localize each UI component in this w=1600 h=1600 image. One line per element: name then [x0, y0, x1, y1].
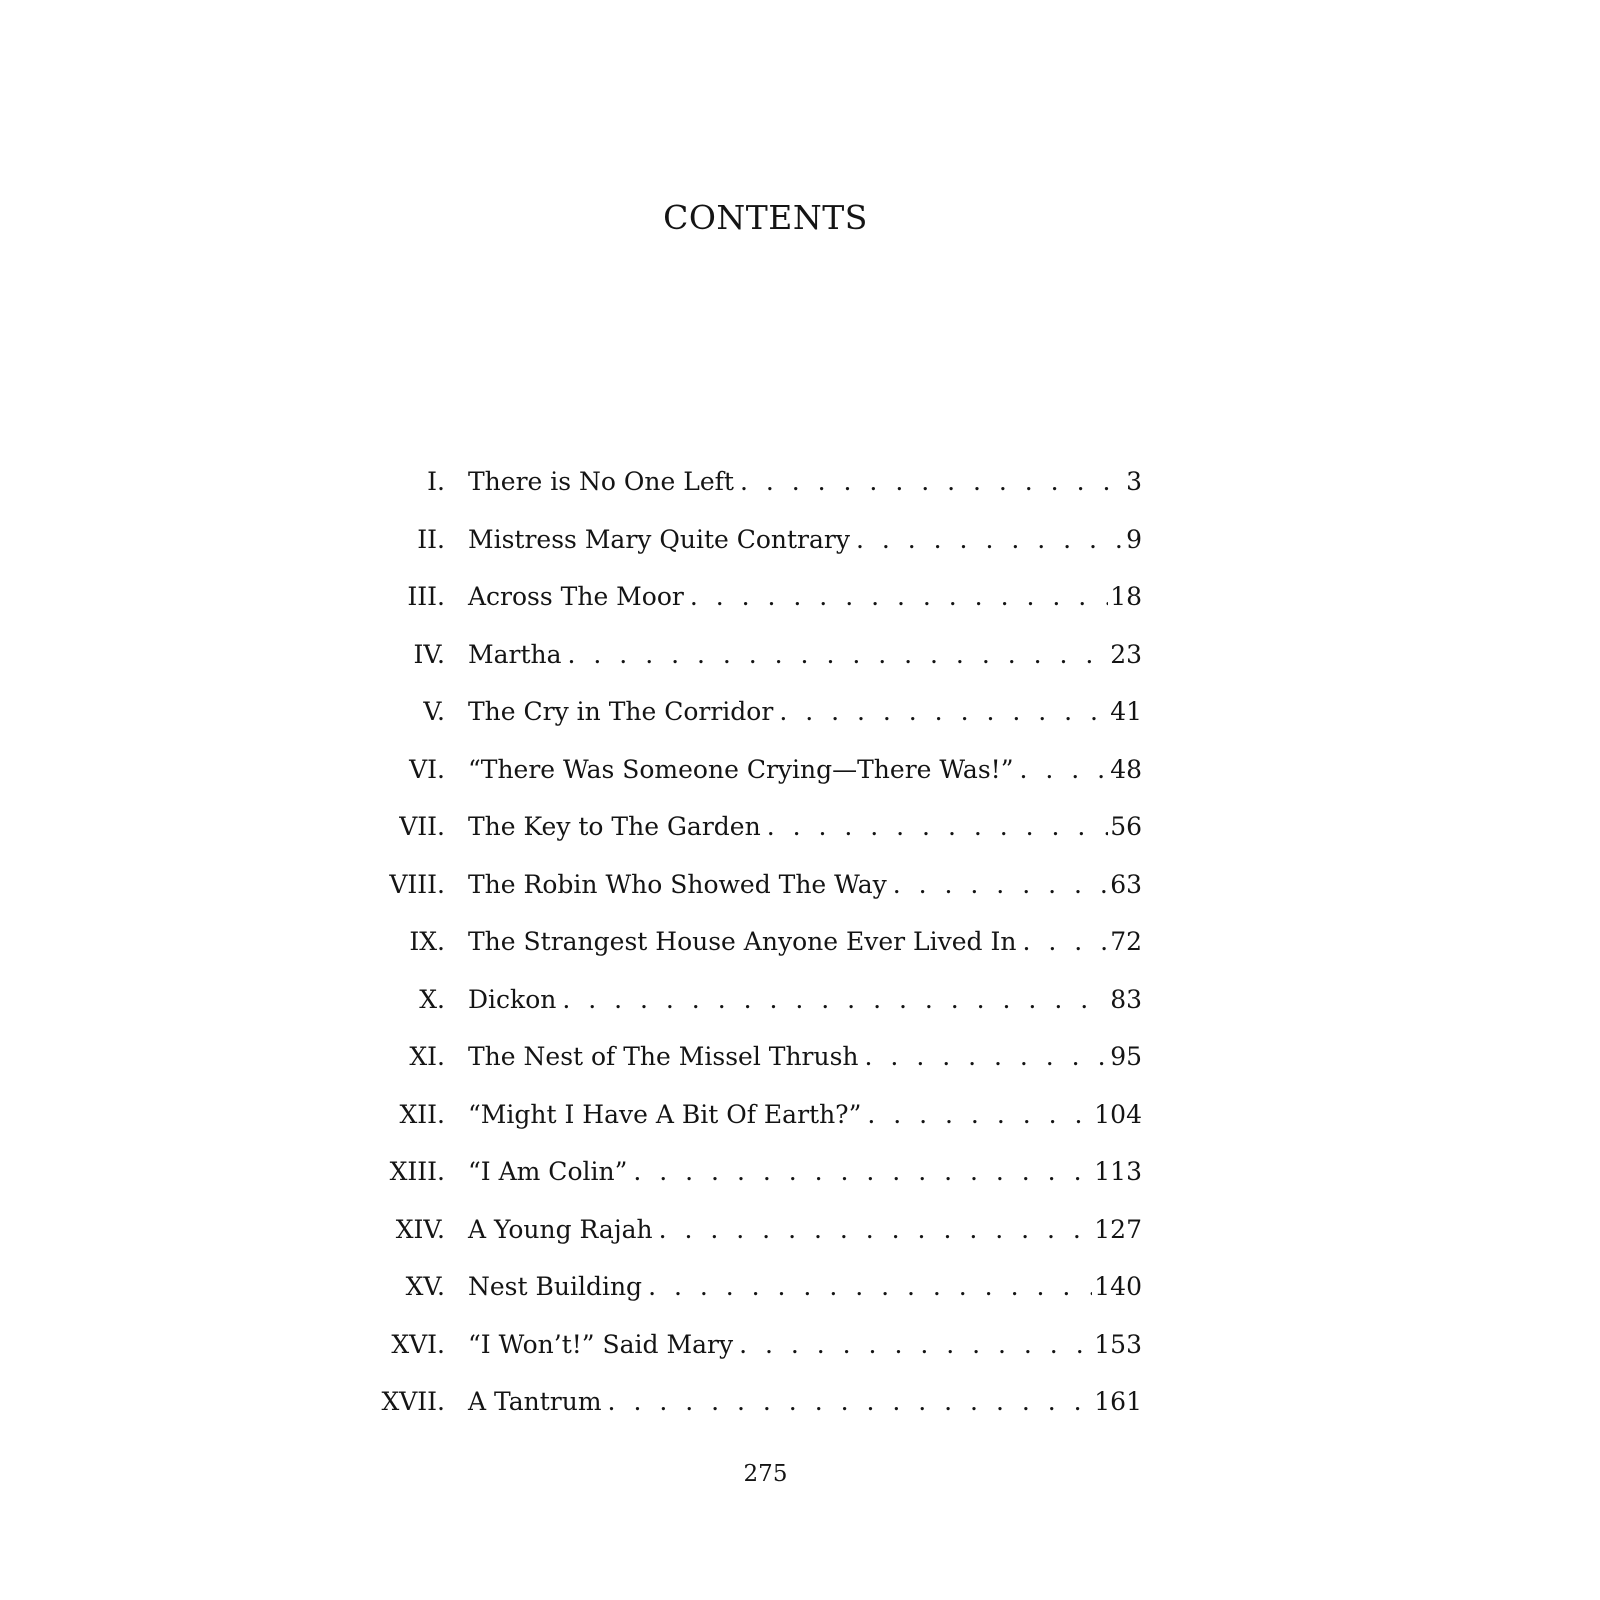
- chapter-page-number: 23: [1110, 639, 1142, 669]
- toc-entry: [0, 693, 1600, 751]
- chapter-title: Across The Moor: [468, 582, 684, 611]
- chapter-entry: [468, 693, 1142, 731]
- page-title: CONTENTS: [663, 198, 868, 237]
- toc-entry: [0, 578, 1600, 636]
- dot-leader: [767, 808, 1109, 846]
- chapter-entry: [468, 1211, 1142, 1249]
- chapter-title: Martha: [468, 639, 562, 669]
- chapter-page-number: 95: [1110, 1042, 1142, 1071]
- toc-entry: [0, 636, 1600, 694]
- chapter-page-number: 18: [1110, 582, 1142, 611]
- dot-leader: [893, 866, 1108, 904]
- page-number: 275: [743, 1461, 788, 1487]
- chapter-page-number: 83: [1110, 984, 1142, 1014]
- chapter-entry: [468, 521, 1142, 559]
- toc-entry: [0, 1383, 1600, 1441]
- chapter-entry: [468, 1326, 1142, 1364]
- chapter-title: “Might I Have A Bit Of Earth?”: [468, 1099, 862, 1129]
- chapter-title: A Tantrum: [468, 1387, 602, 1416]
- chapter-entry: [468, 1096, 1142, 1134]
- chapter-title: Dickon: [468, 984, 557, 1014]
- dot-leader: [690, 578, 1108, 616]
- chapter-title: “I Am Colin”: [468, 1157, 628, 1186]
- chapter-number: XI.: [409, 1042, 445, 1071]
- chapter-number: XVII.: [381, 1387, 445, 1416]
- toc-entry: [0, 521, 1600, 579]
- chapter-title: Nest Building: [468, 1272, 643, 1301]
- dot-leader: [867, 1096, 1092, 1134]
- chapter-number: XIV.: [395, 1214, 445, 1244]
- toc-entry: [0, 1153, 1600, 1211]
- dot-leader: [633, 1153, 1092, 1191]
- toc-entry: [0, 1326, 1600, 1384]
- chapter-page-number: 3: [1126, 467, 1142, 496]
- toc-entry: [0, 751, 1600, 809]
- dot-leader: [648, 1268, 1092, 1306]
- chapter-page-number: 9: [1126, 524, 1142, 554]
- chapter-entry: [468, 1383, 1142, 1421]
- chapter-number: VIII.: [389, 869, 445, 899]
- toc-entry: [0, 1268, 1600, 1326]
- toc-entry: [0, 866, 1600, 924]
- chapter-page-number: 63: [1110, 869, 1142, 899]
- toc-entry: [0, 1096, 1600, 1154]
- chapter-entry: [468, 1038, 1142, 1076]
- chapter-title: The Key to The Garden: [468, 812, 761, 841]
- chapter-number: VI.: [409, 754, 445, 784]
- chapter-page-number: 48: [1110, 754, 1142, 784]
- dot-leader: [740, 463, 1124, 501]
- chapter-number: I.: [427, 467, 445, 496]
- dot-leader: [568, 636, 1109, 674]
- toc-entry: [0, 981, 1600, 1039]
- chapter-page-number: 113: [1094, 1157, 1142, 1186]
- toc-entry: [0, 1211, 1600, 1269]
- toc-entry: [0, 808, 1600, 866]
- chapter-page-number: 72: [1110, 927, 1142, 956]
- chapter-number: X.: [419, 984, 445, 1014]
- dot-leader: [1022, 923, 1108, 961]
- chapter-number: V.: [423, 697, 445, 726]
- chapter-page-number: 104: [1094, 1099, 1142, 1129]
- chapter-number: III.: [407, 582, 445, 611]
- toc-entry: [0, 923, 1600, 981]
- dot-leader: [1019, 751, 1108, 789]
- dot-leader: [856, 521, 1124, 559]
- chapter-entry: [468, 463, 1142, 501]
- chapter-number: VII.: [399, 812, 445, 841]
- chapter-title: There is No One Left: [468, 467, 734, 496]
- chapter-page-number: 153: [1094, 1329, 1142, 1359]
- chapter-entry: [468, 923, 1142, 961]
- chapter-entry: [468, 866, 1142, 904]
- chapter-page-number: 161: [1094, 1387, 1142, 1416]
- chapter-title: The Strangest House Anyone Ever Lived In: [468, 927, 1017, 956]
- dot-leader: [608, 1383, 1093, 1421]
- dot-leader: [779, 693, 1108, 731]
- chapter-entry: [468, 808, 1142, 846]
- dot-leader: [659, 1211, 1093, 1249]
- chapter-number: XVI.: [391, 1329, 445, 1359]
- chapter-number: IX.: [409, 927, 445, 956]
- chapter-number: XIII.: [389, 1157, 445, 1186]
- chapter-title: “There Was Someone Crying—There Was!”: [468, 754, 1014, 784]
- chapter-title: The Cry in The Corridor: [468, 697, 774, 726]
- chapter-page-number: 127: [1094, 1214, 1142, 1244]
- chapter-title: A Young Rajah: [468, 1214, 653, 1244]
- chapter-title: The Nest of The Missel Thrush: [468, 1042, 859, 1071]
- chapter-title: The Robin Who Showed The Way: [468, 869, 887, 899]
- chapter-title: Mistress Mary Quite Contrary: [468, 524, 850, 554]
- chapter-page-number: 140: [1094, 1272, 1142, 1301]
- chapter-page-number: 56: [1110, 812, 1142, 841]
- chapter-title: “I Won’t!” Said Mary: [468, 1329, 734, 1359]
- chapter-page-number: 41: [1110, 697, 1142, 726]
- chapter-number: IV.: [413, 639, 445, 669]
- chapter-entry: [468, 751, 1142, 789]
- chapter-entry: [468, 636, 1142, 674]
- chapter-entry: [468, 578, 1142, 616]
- chapter-number: XV.: [405, 1272, 445, 1301]
- table-of-contents: [0, 463, 1600, 1441]
- chapter-number: XII.: [399, 1099, 445, 1129]
- chapter-entry: [468, 1268, 1142, 1306]
- chapter-number: II.: [417, 524, 445, 554]
- toc-entry: [0, 1038, 1600, 1096]
- dot-leader: [865, 1038, 1109, 1076]
- dot-leader: [739, 1326, 1092, 1364]
- chapter-entry: [468, 1153, 1142, 1191]
- toc-entry: [0, 463, 1600, 521]
- dot-leader: [562, 981, 1108, 1019]
- chapter-entry: [468, 981, 1142, 1019]
